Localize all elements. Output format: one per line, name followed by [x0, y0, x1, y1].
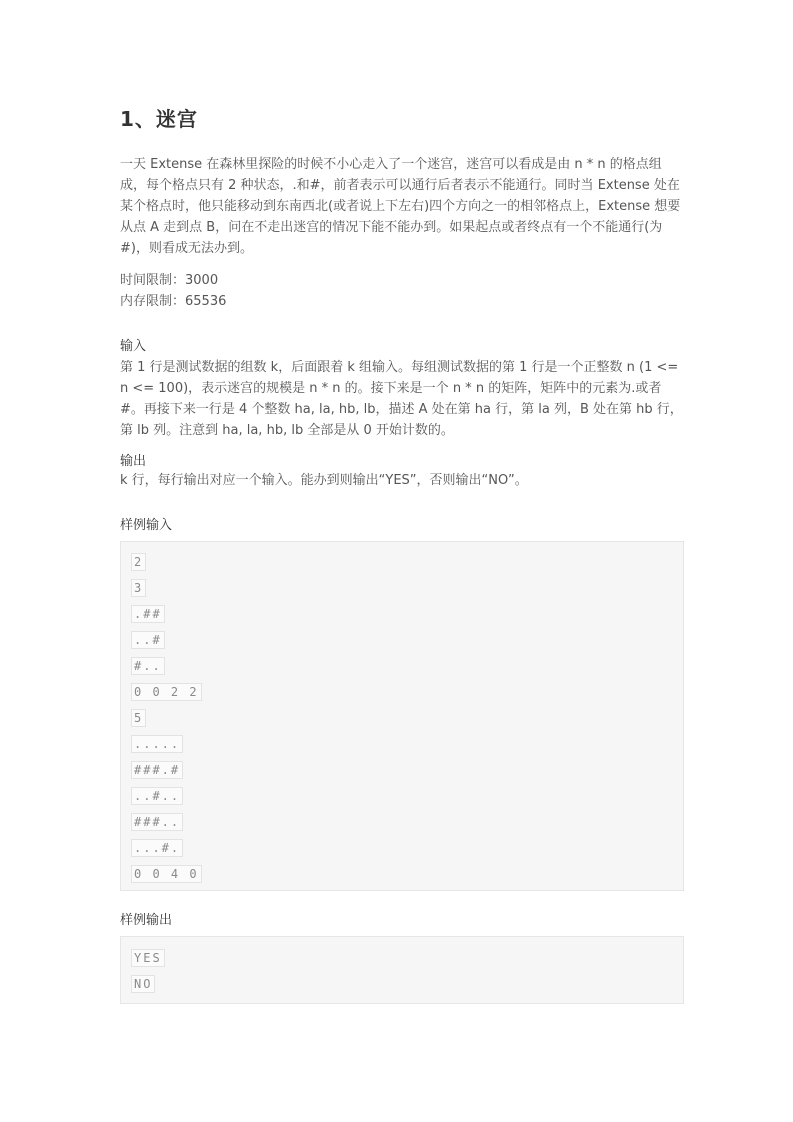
sample-input-line: ###..: [131, 813, 183, 831]
sample-input-line: ...#.: [131, 839, 183, 857]
output-heading: 输出: [120, 454, 147, 469]
sample-input-line: 0 0 2 2: [131, 683, 202, 701]
sample-input-line: ###.#: [131, 761, 183, 779]
sample-input-line: 2: [131, 553, 146, 571]
sample-input-block: [120, 541, 684, 891]
sample-input-line: 5: [131, 709, 146, 727]
problem-description: 一天 Extense 在森林里探险的时候不小心走入了一个迷宫，迷宫可以看成是由 n * n 的格点组成，每个格点只有 2 种状态，.和#，前者表示可以通行后者表示不能通行。同时当 Extense 处在某个格点时，他只能移动到东南西北(或者说上下左右)四个方向之一的相邻格点上，Extense 想要从点 A 走到点 B，问在不走出迷宫的情况下能不能办到。如果起点或者终点有一个不能通行(为#)，则看成无法办到。: [120, 157, 681, 256]
input-description: 第 1 行是测试数据的组数 k，后面跟着 k 组输入。每组测试数据的第 1 行是一个正整数 n (1 <= n <= 100)，表示迷宫的规模是 n * n 的。接下来是一个 n * n 的矩阵，矩阵中的元素为.或者#。再接下来一行是 4 个整数 ha, la, hb, lb，描述 A 处在第 ha 行，第 la 列，B 处在第 hb 行，第 lb 列。注意到 ha, la, hb, lb 全部是从 0 开始计数的。: [120, 360, 683, 438]
sample-input-line: #..: [131, 657, 165, 675]
input-heading: 输入: [120, 339, 147, 354]
sample-output-heading: 样例输出: [120, 913, 173, 928]
output-description: k 行，每行输出对应一个输入。能办到则输出“YES”，否则输出“NO”。: [120, 473, 528, 488]
page-title: 1、迷宫: [120, 107, 198, 131]
sample-input-line: 3: [131, 579, 146, 597]
sample-input-heading: 样例输入: [120, 518, 173, 533]
sample-output-block: [120, 936, 684, 1004]
sample-input-line: ..#: [131, 631, 165, 649]
memory-limit: 内存限制：65536: [120, 294, 227, 309]
time-limit: 时间限制：3000: [120, 273, 219, 288]
sample-input-line: 0 0 4 0: [131, 865, 202, 883]
sample-output-line: YES: [131, 949, 165, 967]
sample-output-line: NO: [131, 975, 155, 993]
sample-input-line: .##: [131, 605, 165, 623]
sample-input-line: .....: [131, 735, 183, 753]
sample-input-line: ..#..: [131, 787, 183, 805]
